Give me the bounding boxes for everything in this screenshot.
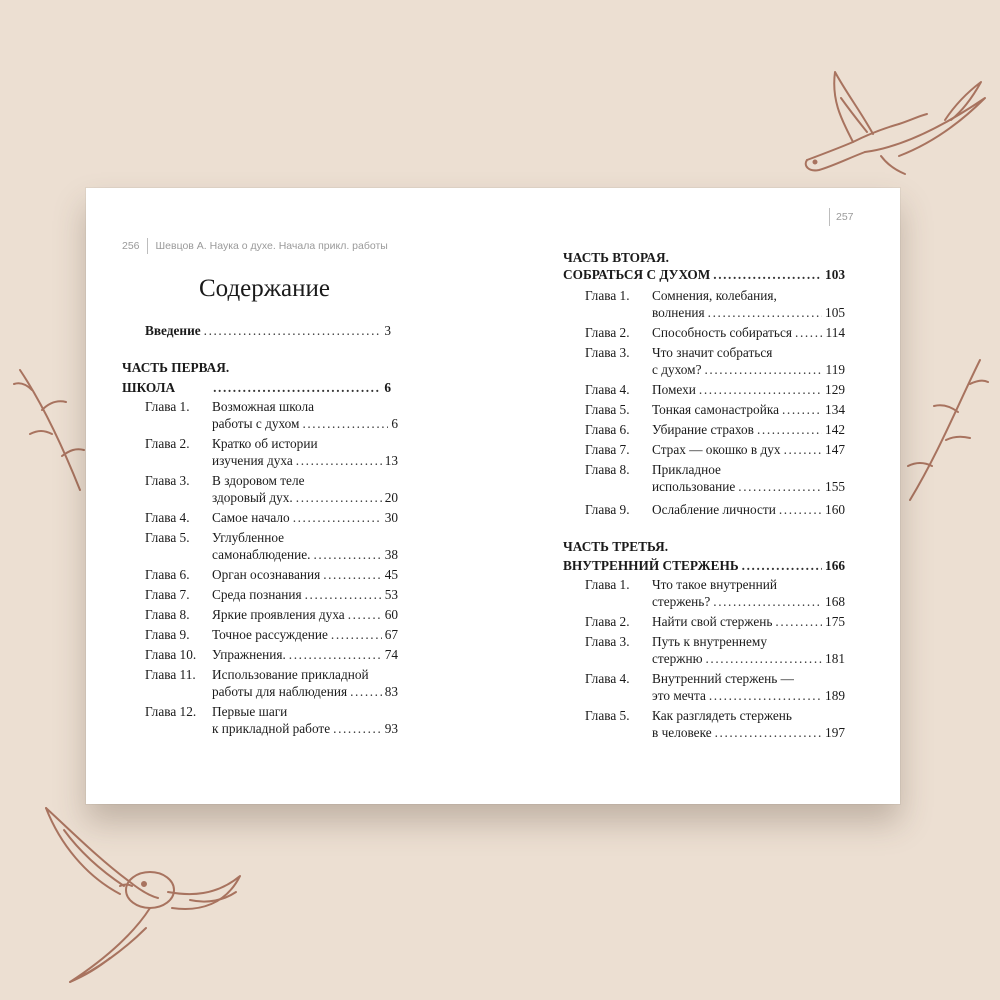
toc-leader-dots — [757, 421, 822, 438]
toc-chapter-entry — [212, 606, 398, 623]
toc-leader-dots — [333, 720, 382, 737]
chapter-title-line: Ослабление личности — [652, 502, 776, 517]
toc-chapter-entry — [212, 546, 398, 563]
chapter-number: Глава 1. — [585, 288, 630, 303]
toc-page-number: 197 — [825, 725, 845, 740]
chapter-title-line: здоровый дух. — [212, 490, 293, 505]
toc-leader-dots — [305, 586, 382, 603]
branch-left-illustration — [10, 350, 90, 500]
toc-chapter-entry — [652, 324, 845, 341]
chapter-number: Глава 5. — [585, 402, 630, 417]
toc-page-number: 166 — [825, 558, 845, 573]
toc-leader-dots — [706, 650, 823, 667]
chapter-title-line: это мечта — [652, 688, 706, 703]
toc-chapter-entry — [212, 566, 398, 583]
branch-right-illustration — [900, 350, 990, 510]
chapter-title-line: работы с духом — [212, 416, 300, 431]
running-head-left — [122, 238, 388, 254]
chapter-title-line: Орган осознавания — [212, 567, 321, 582]
toc-leader-dots — [348, 606, 382, 623]
chapter-title-line: Внутренний стержень — — [652, 671, 794, 686]
toc-page-number: 93 — [384, 721, 398, 736]
toc-leader-dots — [331, 626, 382, 643]
chapter-number: Глава 7. — [145, 587, 190, 602]
toc-leader-dots — [302, 415, 388, 432]
part1-title: ШКОЛА — [122, 380, 176, 395]
chapter-number: Глава 6. — [145, 567, 190, 582]
toc-chapter-entry — [652, 593, 845, 610]
toc-page-number: 189 — [825, 688, 845, 703]
chapter-title-line: Что значит собраться — [652, 345, 773, 360]
toc-chapter-entry — [212, 415, 398, 432]
chapter-number: Глава 8. — [145, 607, 190, 622]
chapter-number: Глава 2. — [585, 614, 630, 629]
part1-heading: ЧАСТЬ ПЕРВАЯ. — [122, 360, 230, 375]
toc-leader-dots — [289, 646, 382, 663]
toc-page-number: 160 — [825, 502, 845, 517]
chapter-title-line: Способность собираться — [652, 325, 793, 340]
chapter-number: Глава 5. — [585, 708, 630, 723]
chapter-number: Глава 5. — [145, 530, 190, 545]
chapter-number: Глава 10. — [145, 647, 197, 662]
page-number-left: 256 — [122, 240, 140, 252]
page-number-right: 257 — [836, 211, 854, 223]
running-head-right — [829, 208, 854, 226]
toc-chapter-entry — [652, 501, 845, 518]
chapter-title-line: работы для наблюдения — [212, 684, 348, 699]
chapter-title-line: Использование прикладной — [212, 667, 369, 682]
part3-title: ВНУТРЕННИЙ СТЕРЖЕНЬ — [563, 558, 739, 573]
running-head-text: Шевцов А. Наука о духе. Начала прикл. работы — [155, 240, 388, 252]
toc-leader-dots — [784, 441, 822, 458]
toc-leader-dots — [779, 501, 822, 518]
chapter-number: Глава 9. — [585, 502, 630, 517]
toc-page-number: 105 — [825, 305, 845, 320]
toc-chapter-entry — [652, 687, 845, 704]
chapter-title-line: Упражнения. — [212, 647, 286, 662]
toc-leader-dots — [293, 509, 382, 526]
toc-chapter-entry — [212, 626, 398, 643]
part3-title-row — [563, 557, 845, 574]
chapter-number: Глава 4. — [585, 382, 630, 397]
chapter-title-line: Кратко об истории — [212, 436, 318, 451]
toc-leader-dots — [323, 566, 382, 583]
toc-page-number: 134 — [825, 402, 845, 417]
toc-leader-dots — [713, 266, 822, 283]
toc-page-number: 129 — [825, 382, 845, 397]
chapter-number: Глава 12. — [145, 704, 197, 719]
toc-page-number: 13 — [384, 453, 398, 468]
toc-entry-intro — [145, 322, 391, 339]
toc-chapter-entry — [212, 720, 398, 737]
chapter-title-line: Как разглядеть стержень — [652, 708, 792, 723]
toc-chapter-entry — [652, 421, 845, 438]
part2-title: СОБРАТЬСЯ С ДУХОМ — [563, 267, 711, 282]
toc-page-number: 60 — [384, 607, 398, 622]
toc-page-number: 3 — [384, 323, 391, 338]
toc-page-number: 20 — [384, 490, 398, 505]
toc-chapter-entry — [652, 650, 845, 667]
chapter-title-line: Возможная школа — [212, 399, 314, 414]
toc-page-number: 175 — [825, 614, 845, 629]
toc-chapter-entry — [652, 441, 845, 458]
toc-leader-dots — [738, 478, 822, 495]
chapter-title-line: стержню — [652, 651, 703, 666]
toc-page-number: 45 — [384, 567, 398, 582]
chapter-number: Глава 11. — [145, 667, 196, 682]
chapter-number: Глава 2. — [585, 325, 630, 340]
running-head-divider — [829, 208, 830, 226]
toc-page-number: 114 — [825, 325, 845, 340]
chapter-number: Глава 6. — [585, 422, 630, 437]
toc-page-number: 168 — [825, 594, 845, 609]
chapter-number: Глава 2. — [145, 436, 190, 451]
chapter-title-line: изучения духа — [212, 453, 293, 468]
chapter-title-line: волнения — [652, 305, 705, 320]
toc-leader-dots — [705, 361, 823, 378]
chapter-title-line: Помехи — [652, 382, 696, 397]
chapter-title-line: Углубленное — [212, 530, 285, 545]
toc-chapter-entry — [652, 361, 845, 378]
toc-chapter-entry — [212, 646, 398, 663]
toc-chapter-entry — [212, 452, 398, 469]
toc-page-number: 6 — [391, 416, 398, 431]
toc-page-number: 38 — [384, 547, 398, 562]
toc-chapter-entry — [652, 478, 845, 495]
toc-page-number: 119 — [825, 362, 845, 377]
toc-page-number: 30 — [384, 510, 398, 525]
chapter-title-line: Убирание страхов — [652, 422, 754, 437]
chapter-title-line: Самое начало — [212, 510, 290, 525]
toc-page-number: 83 — [384, 684, 398, 699]
chapter-title-line: стержень? — [652, 594, 711, 609]
chapter-title-line: Среда познания — [212, 587, 302, 602]
toc-leader-dots — [296, 489, 382, 506]
chapter-title-line: Страх — окошко в дух — [652, 442, 781, 457]
chapter-number: Глава 4. — [585, 671, 630, 686]
chapter-title-line: самонаблюдение. — [212, 547, 311, 562]
part1-title-row — [122, 379, 391, 396]
toc-chapter-entry — [652, 401, 845, 418]
toc-page-number: 103 — [825, 267, 845, 282]
toc-chapter-entry — [652, 304, 845, 321]
chapter-title-line: с духом? — [652, 362, 702, 377]
part2-title-row — [563, 266, 845, 283]
part2-heading: ЧАСТЬ ВТОРАЯ. — [563, 250, 669, 265]
toc-chapter-entry — [652, 381, 845, 398]
swallow-top-right-illustration — [795, 62, 995, 177]
toc-page-number: 181 — [825, 651, 845, 666]
swallow-bottom-left-illustration — [40, 800, 250, 990]
chapter-title-line: Найти свой стержень — [652, 614, 773, 629]
toc-leader-dots — [708, 304, 822, 321]
chapter-number: Глава 7. — [585, 442, 630, 457]
toc-page-number: 147 — [825, 442, 845, 457]
toc-leader-dots — [709, 687, 822, 704]
chapter-number: Глава 3. — [585, 634, 630, 649]
chapter-title-line: Сомнения, колебания, — [652, 288, 777, 303]
chapter-number: Глава 9. — [145, 627, 190, 642]
toc-page-number: 67 — [384, 627, 398, 642]
chapter-number: Глава 8. — [585, 462, 630, 477]
toc-leader-dots — [314, 546, 382, 563]
toc-leader-dots — [699, 381, 822, 398]
toc-leader-dots — [204, 322, 382, 339]
chapter-number: Глава 3. — [145, 473, 190, 488]
chapter-title-line: использование — [652, 479, 736, 494]
toc-leader-dots — [782, 401, 822, 418]
chapter-number: Глава 1. — [145, 399, 190, 414]
chapter-title-line: в человеке — [652, 725, 712, 740]
toc-chapter-entry — [652, 613, 845, 630]
toc-chapter-entry — [212, 489, 398, 506]
toc-chapter-entry — [212, 509, 398, 526]
chapter-title-line: Тонкая самонастройка — [652, 402, 779, 417]
toc-page-number: 53 — [384, 587, 398, 602]
toc-leader-dots — [715, 724, 822, 741]
toc-page-number: 6 — [384, 380, 391, 395]
chapter-title-line: В здоровом теле — [212, 473, 305, 488]
toc-page-number: 155 — [825, 479, 845, 494]
chapter-title-line: Прикладное — [652, 462, 721, 477]
chapter-number: Глава 1. — [585, 577, 630, 592]
toc-chapter-entry — [212, 683, 398, 700]
toc-leader-dots — [296, 452, 382, 469]
toc-leader-dots — [713, 593, 822, 610]
chapter-title-line: Точное рассуждение — [212, 627, 328, 642]
chapter-title-line: Яркие проявления духа — [212, 607, 345, 622]
toc-page-number: 142 — [825, 422, 845, 437]
toc-chapter-entry — [212, 586, 398, 603]
chapter-title-line: Первые шаги — [212, 704, 288, 719]
chapter-number: Глава 3. — [585, 345, 630, 360]
running-head-divider — [147, 238, 148, 254]
chapter-title-line: Что такое внутренний — [652, 577, 777, 592]
chapter-title-line: Путь к внутреннему — [652, 634, 767, 649]
page-title: Содержание — [199, 275, 330, 302]
chapter-title-line: к прикладной работе — [212, 721, 331, 736]
toc-chapter-entry — [652, 724, 845, 741]
toc-leader-dots — [350, 683, 382, 700]
toc-leader-dots — [213, 379, 381, 396]
toc-leader-dots — [742, 557, 822, 574]
toc-entry-label: Введение — [145, 323, 201, 338]
toc-leader-dots — [775, 613, 822, 630]
toc-page-number: 74 — [384, 647, 398, 662]
toc-leader-dots — [795, 324, 823, 341]
chapter-number: Глава 4. — [145, 510, 190, 525]
part3-heading: ЧАСТЬ ТРЕТЬЯ. — [563, 539, 669, 554]
